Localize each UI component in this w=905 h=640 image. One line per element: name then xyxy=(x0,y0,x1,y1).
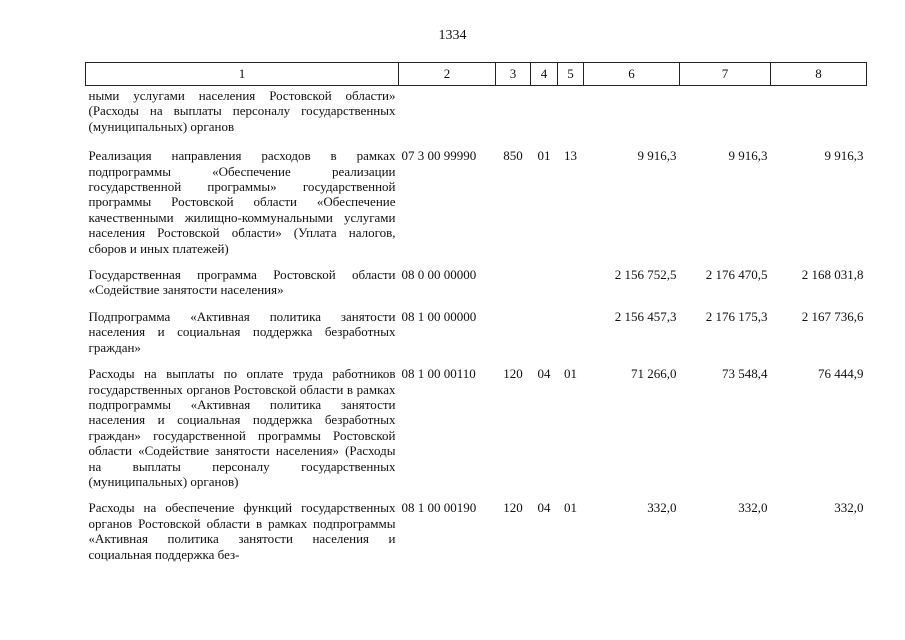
target-article-code: 08 1 00 00190 xyxy=(401,500,477,516)
expense-type xyxy=(496,298,531,355)
amount-year-2 xyxy=(680,86,771,135)
table-row xyxy=(86,489,867,562)
amount-year-2: 9 916,3 xyxy=(728,148,768,164)
table-row xyxy=(86,86,867,135)
row-description: ными услугами населения Ростовской области» (Расходы на выплаты персоналу государственных (муниципальных) органов xyxy=(88,88,396,134)
amount-year-1: 9 916,3 xyxy=(637,148,677,164)
amount-year-1 xyxy=(584,86,680,135)
column-header-5: 5 xyxy=(558,63,584,86)
amount-year-2: 332,0 xyxy=(738,500,768,516)
row-description: Расходы на выплаты по оплате труда работников государственных органов Ростовской области в рамках подпрограммы «Активная политика занятости населения и социальная поддержка безработных граждан» государственной программы Ростовской области «Содействие занятости населения» (Расходы на выплаты персоналу государственных (муниципальных) органов) xyxy=(88,366,396,489)
subsection-code: 13 xyxy=(564,148,577,164)
page-number: 1334 xyxy=(438,28,467,43)
column-header-6: 6 xyxy=(584,63,680,86)
section-code: 04 xyxy=(537,366,551,382)
subsection-code xyxy=(558,86,584,135)
amount-year-3: 76 444,9 xyxy=(818,366,864,382)
amount-year-2: 2 176 175,3 xyxy=(705,308,768,324)
section-code: 01 xyxy=(537,148,551,164)
amount-year-1: 332,0 xyxy=(647,500,677,516)
column-header-3: 3 xyxy=(496,63,531,86)
target-article-code: 08 0 00 00000 xyxy=(401,267,477,283)
amount-year-3: 9 916,3 xyxy=(824,148,864,164)
subsection-code: 01 xyxy=(564,500,577,516)
amount-year-1: 2 156 752,5 xyxy=(614,267,677,283)
target-article-code: 07 3 00 99990 xyxy=(401,148,477,164)
amount-year-1: 71 266,0 xyxy=(631,366,677,382)
amount-year-3: 332,0 xyxy=(834,500,864,516)
row-description: Подпрограмма «Активная политика занятости населения и социальная поддержка безработных граждан» xyxy=(88,308,396,355)
table-row xyxy=(86,298,867,355)
row-description: Государственная программа Ростовской области «Содействие занятости населения» xyxy=(88,267,396,298)
column-header-4: 4 xyxy=(531,63,558,86)
column-header-1: 1 xyxy=(86,63,399,86)
expense-type: 850 xyxy=(503,148,523,164)
subsection-code xyxy=(558,256,584,298)
expense-type: 120 xyxy=(503,500,523,516)
row-description: Расходы на обеспечение функций государственных органов Ростовской области в рамках подпрограммы «Активная политика занятости населения и социальная поддержка без- xyxy=(88,500,396,562)
amount-year-2: 73 548,4 xyxy=(722,366,768,382)
section-code xyxy=(531,86,558,135)
table-row xyxy=(86,134,867,256)
section-code xyxy=(531,298,558,355)
target-article-code: 08 1 00 00000 xyxy=(401,308,477,324)
header-row xyxy=(86,63,867,86)
table-row xyxy=(86,256,867,298)
expense-type xyxy=(496,256,531,298)
column-header-2: 2 xyxy=(399,63,496,86)
row-description: Реализация направления расходов в рамках подпрограммы «Обеспечение реализации государственной программы» государственной программы Ростовской области «Обеспечение качественными жилищно-коммунальными услугами населения Ростовской области» (Уплата налогов, сборов и иных платежей) xyxy=(88,148,396,256)
subsection-code: 01 xyxy=(564,366,577,382)
amount-year-3 xyxy=(771,86,867,135)
expense-type: 120 xyxy=(503,366,523,382)
section-code xyxy=(531,256,558,298)
target-article-code xyxy=(399,86,496,135)
amount-year-2: 2 176 470,5 xyxy=(705,267,768,283)
amount-year-3: 2 167 736,6 xyxy=(801,308,864,324)
subsection-code xyxy=(558,298,584,355)
target-article-code: 08 1 00 00110 xyxy=(401,366,476,382)
amount-year-3: 2 168 031,8 xyxy=(801,267,864,283)
column-header-8: 8 xyxy=(771,63,867,86)
table-row xyxy=(86,355,867,489)
column-header-7: 7 xyxy=(680,63,771,86)
expense-type xyxy=(496,86,531,135)
budget-table xyxy=(85,62,867,562)
section-code: 04 xyxy=(537,500,551,516)
amount-year-1: 2 156 457,3 xyxy=(614,308,677,324)
